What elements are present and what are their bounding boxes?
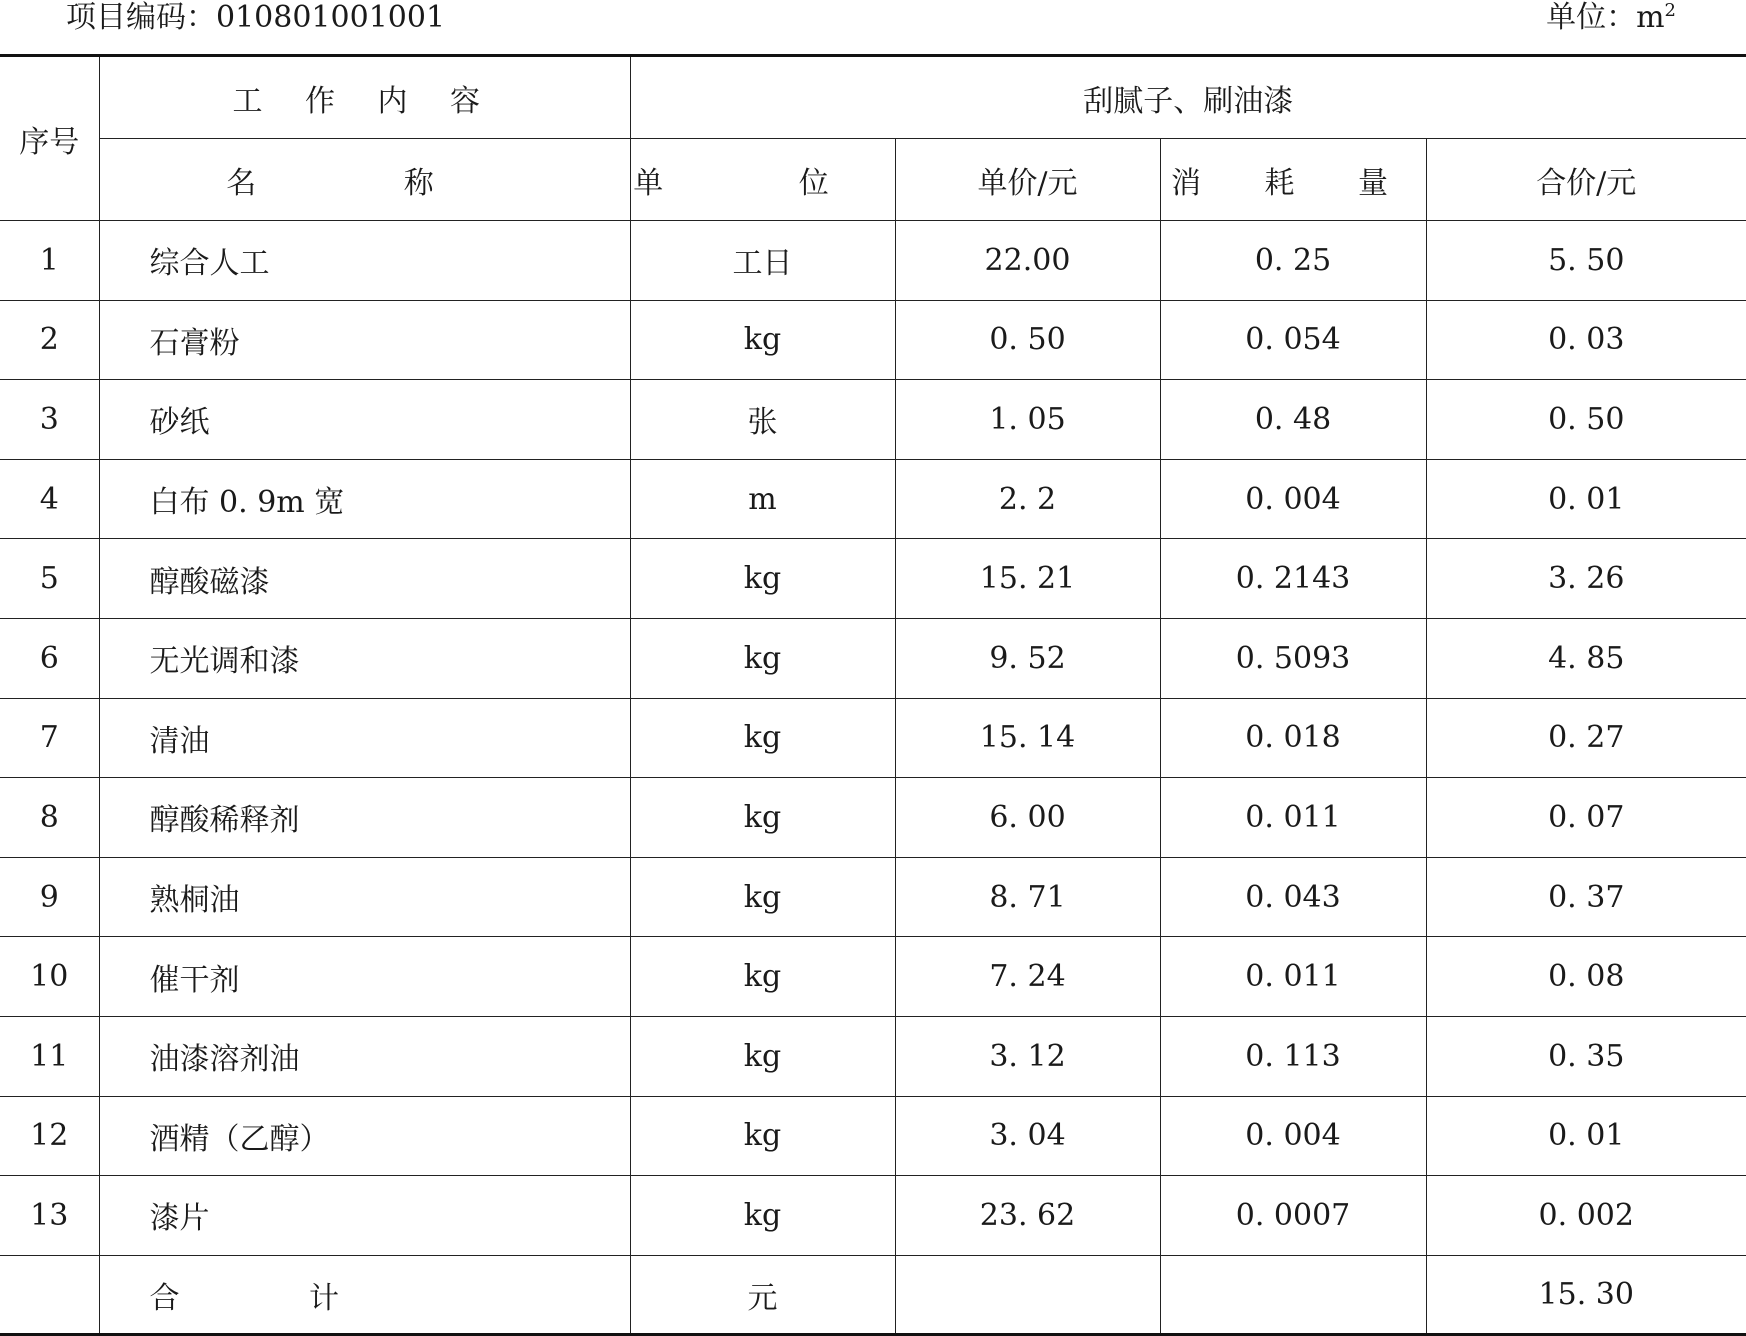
- row-index: 13: [0, 1176, 99, 1256]
- row-consumption: 0. 004: [1160, 459, 1426, 539]
- row-name: 无光调和漆: [99, 618, 630, 698]
- row-total-price: 0. 03: [1426, 300, 1746, 380]
- row-unit-price: 9. 52: [895, 618, 1160, 698]
- row-total-price: 0. 07: [1426, 778, 1746, 858]
- row-unit-price: 15. 14: [895, 698, 1160, 778]
- header-index: 序号: [0, 56, 99, 221]
- row-index: 9: [0, 857, 99, 937]
- row-index: 7: [0, 698, 99, 778]
- unit-label: [1546, 0, 1676, 36]
- total-total-price: 15. 30: [1426, 1255, 1746, 1335]
- header-work-content-value: 刮腻子、刷油漆: [630, 56, 1746, 139]
- project-code-label: 项目编码：010801001001: [66, 0, 446, 35]
- table-row: [0, 539, 1746, 619]
- row-total-price: 0. 01: [1426, 459, 1746, 539]
- row-total-price: 4. 85: [1426, 618, 1746, 698]
- row-name: 油漆溶剂油: [99, 1016, 630, 1096]
- row-name: 酒精（乙醇）: [99, 1096, 630, 1176]
- row-consumption: 0. 011: [1160, 778, 1426, 858]
- row-unit-price: 1. 05: [895, 380, 1160, 460]
- row-unit: kg: [630, 1016, 895, 1096]
- table-row: [0, 857, 1746, 937]
- table-row: [0, 937, 1746, 1017]
- row-consumption: 0. 018: [1160, 698, 1426, 778]
- row-index: 8: [0, 778, 99, 858]
- row-index: 12: [0, 1096, 99, 1176]
- header-consumption: 消 耗 量: [1160, 139, 1426, 221]
- row-name: 综合人工: [99, 221, 630, 301]
- table-row: [0, 618, 1746, 698]
- row-total-price: 0. 01: [1426, 1096, 1746, 1176]
- row-total-price: 0. 002: [1426, 1176, 1746, 1256]
- table-row: [0, 1176, 1746, 1256]
- row-unit-price: 2. 2: [895, 459, 1160, 539]
- row-consumption: 0. 5093: [1160, 618, 1426, 698]
- header-total-price: 合价/元: [1426, 139, 1746, 221]
- row-unit-price: 3. 04: [895, 1096, 1160, 1176]
- header-unit-price: 单价/元: [895, 139, 1160, 221]
- header-row-work-content: [0, 56, 1746, 139]
- row-unit: kg: [630, 300, 895, 380]
- row-total-price: 0. 35: [1426, 1016, 1746, 1096]
- row-name: 醇酸稀释剂: [99, 778, 630, 858]
- row-name: 熟桐油: [99, 857, 630, 937]
- table-row: [0, 221, 1746, 301]
- quota-table-body: [0, 56, 1746, 1335]
- row-consumption: 0. 25: [1160, 221, 1426, 301]
- row-unit-price: 7. 24: [895, 937, 1160, 1017]
- row-unit-price: 3. 12: [895, 1016, 1160, 1096]
- row-unit: kg: [630, 618, 895, 698]
- row-consumption: 0. 48: [1160, 380, 1426, 460]
- row-index: 10: [0, 937, 99, 1017]
- table-row: [0, 778, 1746, 858]
- row-consumption: 0. 113: [1160, 1016, 1426, 1096]
- total-consumption: [1160, 1255, 1426, 1335]
- row-name: 催干剂: [99, 937, 630, 1017]
- row-name: 砂纸: [99, 380, 630, 460]
- row-unit: kg: [630, 857, 895, 937]
- row-unit: kg: [630, 778, 895, 858]
- header-unit: 单 位: [630, 139, 895, 221]
- table-row: [0, 1016, 1746, 1096]
- row-name: 石膏粉: [99, 300, 630, 380]
- row-unit: kg: [630, 937, 895, 1017]
- table-row: [0, 300, 1746, 380]
- row-unit: m: [630, 459, 895, 539]
- row-unit: kg: [630, 698, 895, 778]
- row-name: 漆片: [99, 1176, 630, 1256]
- row-index: 11: [0, 1016, 99, 1096]
- row-unit: kg: [630, 1176, 895, 1256]
- row-unit: 张: [630, 380, 895, 460]
- total-row: [0, 1255, 1746, 1335]
- row-consumption: 0. 2143: [1160, 539, 1426, 619]
- row-unit: kg: [630, 1096, 895, 1176]
- row-total-price: 0. 27: [1426, 698, 1746, 778]
- row-unit: kg: [630, 539, 895, 619]
- row-index: 3: [0, 380, 99, 460]
- header-work-content-label: 工 作 内 容: [99, 56, 630, 139]
- total-unit-price: [895, 1255, 1160, 1335]
- row-total-price: 3. 26: [1426, 539, 1746, 619]
- row-consumption: 0. 011: [1160, 937, 1426, 1017]
- document-header: [0, 0, 1746, 50]
- table-row: [0, 698, 1746, 778]
- total-name: 合 计: [99, 1255, 630, 1335]
- row-unit-price: 15. 21: [895, 539, 1160, 619]
- row-total-price: 5. 50: [1426, 221, 1746, 301]
- row-consumption: 0. 054: [1160, 300, 1426, 380]
- table-row: [0, 380, 1746, 460]
- quota-table: [0, 54, 1746, 1336]
- row-unit-price: 6. 00: [895, 778, 1160, 858]
- row-index: 1: [0, 221, 99, 301]
- row-total-price: 0. 50: [1426, 380, 1746, 460]
- row-index: 4: [0, 459, 99, 539]
- row-name: 白布 0. 9m 宽: [99, 459, 630, 539]
- row-total-price: 0. 37: [1426, 857, 1746, 937]
- total-index: [0, 1255, 99, 1335]
- row-unit-price: 22.00: [895, 221, 1160, 301]
- row-index: 2: [0, 300, 99, 380]
- row-unit-price: 8. 71: [895, 857, 1160, 937]
- row-name: 清油: [99, 698, 630, 778]
- table-row: [0, 1096, 1746, 1176]
- row-consumption: 0. 0007: [1160, 1176, 1426, 1256]
- row-consumption: 0. 004: [1160, 1096, 1426, 1176]
- row-unit-price: 23. 62: [895, 1176, 1160, 1256]
- row-name: 醇酸磁漆: [99, 539, 630, 619]
- row-index: 5: [0, 539, 99, 619]
- row-unit-price: 0. 50: [895, 300, 1160, 380]
- row-consumption: 0. 043: [1160, 857, 1426, 937]
- table-row: [0, 459, 1746, 539]
- unit-superscript: 2: [1664, 0, 1676, 21]
- row-total-price: 0. 08: [1426, 937, 1746, 1017]
- row-index: 6: [0, 618, 99, 698]
- row-unit: 工日: [630, 221, 895, 301]
- total-unit: 元: [630, 1255, 895, 1335]
- header-row-columns: [0, 139, 1746, 221]
- unit-label-text: 单位：m: [1546, 0, 1665, 35]
- header-name: 名 称: [99, 139, 630, 221]
